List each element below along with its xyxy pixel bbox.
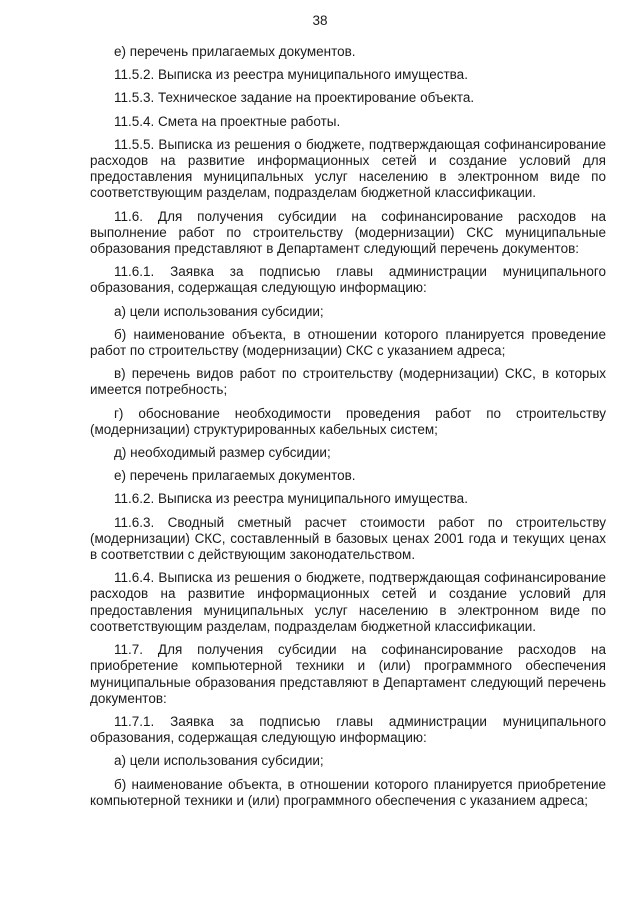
paragraph-1: е) перечень прилагаемых документов.: [114, 44, 356, 59]
paragraph-2: 11.5.2. Выписка из реестра муниципального имущества.: [114, 67, 468, 83]
document-body: [90, 44, 606, 816]
paragraph-18: 11.7.1. Заявка за подписью главы администрации муниципального образования, содержащая следующую информацию:: [90, 713, 606, 746]
paragraph-4: 11.5.4. Смета на проектные работы.: [114, 113, 341, 129]
paragraph-12: д) необходимый размер субсидии;: [114, 445, 331, 461]
paragraph-16: 11.6.4. Выписка из решения о бюджете, подтверждающая софинансирование расходов на развитие информационных сетей и создание условий для предоставления муниципальных услуг населению в электронном виде по соответствующим разделам, подразделам бюджетной классификации.: [90, 570, 606, 634]
paragraph-17: 11.7. Для получения субсидии на софинансирование расходов на приобретение компьютерной техники и (или) программного обеспечения муниципальные образования представляют в Департамент следующий перечень документов:: [90, 642, 606, 706]
paragraph-8: а) цели использования субсидии;: [114, 303, 324, 319]
paragraph-7: 11.6.1. Заявка за подписью главы администрации муниципального образования, содержащая следующую информацию:: [90, 264, 606, 296]
paragraph-3: 11.5.3. Техническое задание на проектирование объекта.: [114, 90, 475, 106]
paragraph-20: б) наименование объекта, в отношении которого планируется приобретение компьютерной техники и (или) программного обеспечения с указанием адреса;: [90, 776, 606, 808]
paragraph-15: 11.6.3. Сводный сметный расчет стоимости работ по строительству (модернизации) СКС, составленный в базовых ценах 2001 года и текущих ценах в соответствии с действующим законодательством.: [90, 514, 606, 563]
paragraph-13: е) перечень прилагаемых документов.: [114, 468, 356, 484]
paragraph-10: в) перечень видов работ по строительству (модернизации) СКС, в которых имеется потребность;: [90, 366, 606, 398]
paragraph-9: б) наименование объекта, в отношении которого планируется проведение работ по строительству (модернизации) СКС с указанием адреса;: [90, 326, 606, 359]
paragraph-5: 11.5.5. Выписка из решения о бюджете, подтверждающая софинансирование расходов на развитие информационных сетей и создание условий для предоставления муниципальных услуг населению в электронном виде по соответствующим разделам, подразделам бюджетной классификации.: [90, 136, 606, 201]
paragraph-14: 11.6.2. Выписка из реестра муниципального имущества.: [114, 491, 468, 507]
paragraph-6: 11.6. Для получения субсидии на софинансирование расходов на выполнение работ по строительству (модернизации) СКС муниципальные образования представляют в Департамент следующий перечень документов:: [90, 208, 606, 257]
paragraph-11: г) обоснование необходимости проведения работ по строительству (модернизации) структурированных кабельных систем;: [90, 405, 606, 437]
paragraph-19: а) цели использования субсидии;: [114, 753, 324, 769]
page-number: 38: [312, 13, 328, 28]
